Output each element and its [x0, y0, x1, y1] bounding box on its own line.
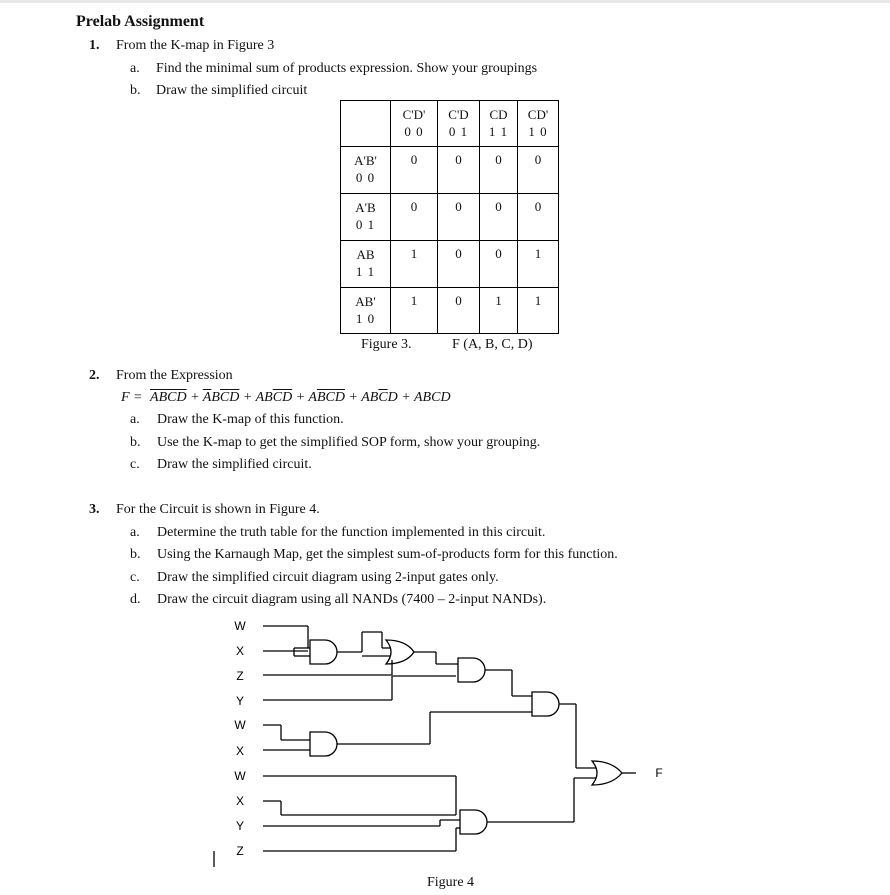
- kmap-col-name: C'D': [402, 107, 426, 122]
- expr-variable: $\overline{A}$: [150, 390, 159, 405]
- q2-a-text: Draw the K-map of this function.: [157, 412, 344, 427]
- q2-b-label: b.: [130, 435, 141, 450]
- kmap-col-code: 0 0: [404, 124, 424, 139]
- expr-variable: B: [264, 390, 273, 405]
- expr-variable: $\overline{B}$: [158, 390, 168, 405]
- q3-text: For the Circuit is shown in Figure 4.: [116, 502, 320, 517]
- kmap-col-name: CD: [489, 107, 508, 122]
- kmap-row-code: 0 1: [355, 217, 376, 232]
- kmap-row-name: A'B': [354, 153, 377, 168]
- kmap-cell: 0: [438, 194, 480, 241]
- expr-variable: B: [422, 390, 432, 405]
- or-gate-2: [592, 761, 622, 785]
- expr-variable: $\overline{D}$: [334, 390, 345, 405]
- kmap-row-code: 1 0: [355, 311, 376, 326]
- kmap-cell: 0: [438, 288, 480, 334]
- circuit-input-label: W: [234, 769, 246, 783]
- circuit-input-label: X: [235, 794, 245, 808]
- expr-variable: $\overline{C}$: [167, 390, 177, 405]
- or-gate-1: [386, 640, 414, 664]
- kmap-cell: 1: [480, 288, 518, 334]
- expr-variable: $\overline{C}$: [219, 390, 230, 405]
- and-gate-5: [460, 810, 487, 834]
- kmap-col-code: 0 1: [448, 124, 469, 139]
- q2-b-text: Use the K-map to get the simplified SOP form, show your grouping.: [157, 435, 541, 450]
- q1-text: From the K-map in Figure 3: [116, 38, 275, 53]
- kmap-cell: 1: [391, 288, 438, 334]
- kmap-cell: 0: [391, 147, 438, 194]
- kmap-cell: 1: [518, 241, 559, 288]
- circuit-input-label: Z: [236, 844, 244, 858]
- and-gate-3: [458, 658, 485, 682]
- q3-d-label: d.: [130, 592, 141, 607]
- circuit-input-label: X: [235, 744, 245, 758]
- expr-variable: B: [369, 390, 379, 405]
- kmap-cell: 1: [391, 241, 438, 288]
- expr-plus: +: [292, 390, 309, 405]
- circuit-input-label: Y: [235, 819, 245, 833]
- expr-variable: A: [413, 390, 423, 405]
- expr-variable: A: [361, 390, 370, 405]
- q1-a-label: a.: [130, 61, 140, 76]
- kmap-row-name: AB: [356, 247, 375, 262]
- kmap-col-name: C'D: [448, 107, 469, 122]
- q3-c-label: c.: [130, 570, 140, 585]
- kmap-cell: 0: [480, 194, 518, 241]
- expr-plus: +: [186, 390, 203, 405]
- q3-c-text: Draw the simplified circuit diagram using 2-input gates only.: [157, 570, 499, 585]
- kmap-row-name: AB': [355, 294, 376, 309]
- expr-variable: D: [387, 390, 398, 405]
- q1-number: 1.: [89, 38, 100, 53]
- q3-d-text: Draw the circuit diagram using all NANDs (7400 – 2-input NANDs).: [157, 592, 547, 607]
- expr-variable: B: [211, 390, 220, 405]
- kmap-cell: 0: [518, 147, 559, 194]
- q1-b-label: b.: [130, 83, 141, 98]
- q3-b-text: Using the Karnaugh Map, get the simplest sum-of-products form for this function.: [157, 547, 618, 562]
- q2-a-label: a.: [130, 412, 140, 427]
- q3-number: 3.: [89, 502, 100, 517]
- kmap-function: F (A, B, C, D): [452, 337, 533, 352]
- kmap-row-code: 1 1: [355, 264, 376, 279]
- expr-variable: A: [255, 390, 265, 405]
- kmap-caption: Figure 3.: [361, 337, 412, 352]
- q3-a-text: Determine the truth table for the function implemented in this circuit.: [157, 525, 546, 540]
- circuit-input-label: Z: [236, 669, 244, 683]
- expr-plus: +: [239, 390, 256, 405]
- q3-a-label: a.: [130, 525, 140, 540]
- circuit-output-label: F: [655, 766, 663, 780]
- kmap-cell: 0: [518, 194, 559, 241]
- expr-variable: $\overline{B}$: [316, 390, 326, 405]
- kmap-col-code: 1 0: [528, 124, 548, 139]
- expr-variable: A: [308, 390, 317, 405]
- page-title: Prelab Assignment: [76, 13, 205, 30]
- and-gate-4: [532, 692, 559, 716]
- circuit-caption: Figure 4: [427, 875, 475, 890]
- expr-lhs: F =: [121, 390, 143, 405]
- q2-c-text: Draw the simplified circuit.: [157, 457, 312, 472]
- expr-variable: $\overline{C}$: [325, 390, 335, 405]
- kmap-cell: 0: [438, 241, 480, 288]
- expr-variable: $\overline{D}$: [282, 390, 293, 405]
- circuit-input-label: W: [234, 718, 246, 732]
- q2-number: 2.: [89, 368, 100, 383]
- expr-variable: $\overline{D}$: [229, 390, 240, 405]
- kmap-cell: 0: [480, 147, 518, 194]
- and-gate-2: [310, 732, 337, 756]
- q3-b-label: b.: [130, 547, 141, 562]
- expr-variable: C: [431, 390, 441, 405]
- kmap-cell: 0: [480, 241, 518, 288]
- expr-plus: +: [344, 390, 362, 405]
- expr-variable: $\overline{D}$: [176, 390, 187, 405]
- q2-text: From the Expression: [116, 368, 233, 383]
- expr-variable: $\overline{C}$: [272, 390, 283, 405]
- expr-variable: $\overline{C}$: [378, 390, 388, 405]
- expr-variable: D: [440, 390, 451, 405]
- expr-variable: $\overline{A}$: [202, 390, 212, 405]
- circuit-input-label: W: [234, 619, 246, 633]
- q2-c-label: c.: [130, 457, 140, 472]
- kmap-cell: 1: [518, 288, 559, 334]
- kmap-col-name: CD': [527, 107, 549, 122]
- kmap-cell: 0: [391, 194, 438, 241]
- q1-b-text: Draw the simplified circuit: [156, 83, 308, 98]
- kmap-col-code: 1 1: [488, 124, 509, 139]
- kmap-cell: 0: [438, 147, 480, 194]
- kmap-row-name: A'B: [355, 200, 376, 215]
- kmap-row-code: 0 0: [355, 170, 376, 185]
- expr-plus: +: [397, 390, 414, 405]
- q1-a-text: Find the minimal sum of products expression. Show your groupings: [156, 61, 538, 76]
- circuit-input-label: Y: [235, 694, 245, 708]
- circuit-input-label: X: [235, 644, 245, 658]
- and-gate-1: [310, 640, 337, 664]
